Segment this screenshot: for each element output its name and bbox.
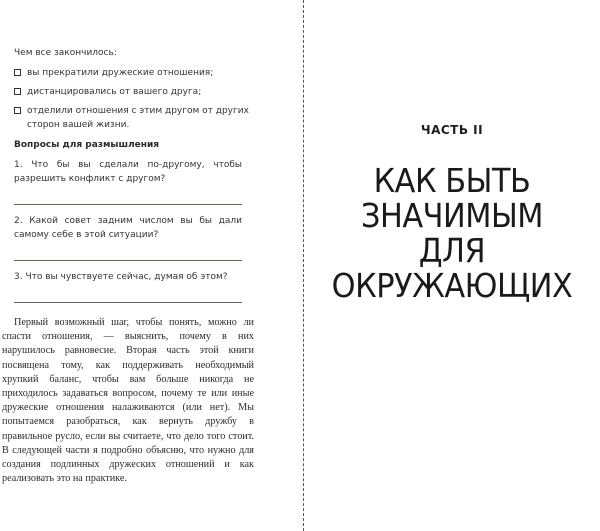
answer-line-1 bbox=[14, 204, 242, 205]
title-line: ОКРУЖАЮЩИХ bbox=[331, 266, 573, 305]
checklist-item-label: отделили отношения с этим другом от других сторон вашей жизни. bbox=[27, 106, 249, 130]
checklist-item-label: дистанцировались от вашего друга; bbox=[27, 87, 202, 97]
outcome-intro: Чем все закончилось: bbox=[14, 48, 117, 58]
right-page bbox=[304, 0, 600, 531]
question-3: 3. Что вы чувствуете сейчас, думая об этом? bbox=[14, 272, 228, 282]
title-line: КАК БЫТЬ bbox=[373, 161, 531, 200]
checkbox-icon bbox=[14, 88, 21, 95]
outcome-checklist bbox=[14, 66, 254, 137]
question-1: 1. Что бы вы сделали по-другому, чтобы разрешить конфликт с другом? bbox=[14, 160, 242, 184]
part-label: ЧАСТЬ II bbox=[420, 123, 484, 137]
checkbox-icon bbox=[14, 69, 21, 76]
checklist-item-label: вы прекратили дружеские отношения; bbox=[27, 68, 214, 78]
answer-line-3 bbox=[14, 302, 242, 303]
title-line: ЗНАЧИМЫМ bbox=[360, 196, 544, 235]
title-line: ДЛЯ bbox=[418, 231, 486, 270]
body-paragraph: Первый возможный шаг, чтобы понять, можно ли спасти отношения, — выяснить, почему в них нарушилось равновесие. Вторая часть этой книги посвящена тому, как поддерживать необходимый хрупкий баланс, чтобы вам больше никогда не приходилось задаваться вопросом, почему те или иные дружеские отношения налаживаются (или нет). Мы попытаемся разобраться, как вернуть дружбу в правильное русло, если вы считаете, что дело того стоит. В следующей части я подробно объясню, что нужно для создания подлинных дружеских отношений и как реализовать это на практике. bbox=[2, 317, 254, 485]
checkbox-icon bbox=[14, 107, 21, 114]
part-title bbox=[304, 163, 600, 303]
question-2: 2. Какой совет задним числом вы бы дали самому себе в этой ситуации? bbox=[14, 216, 242, 240]
checklist-item bbox=[14, 85, 254, 99]
questions-heading: Вопросы для размышления bbox=[14, 140, 160, 150]
checklist-item bbox=[14, 104, 254, 132]
checklist-item bbox=[14, 66, 254, 80]
answer-line-2 bbox=[14, 260, 242, 261]
